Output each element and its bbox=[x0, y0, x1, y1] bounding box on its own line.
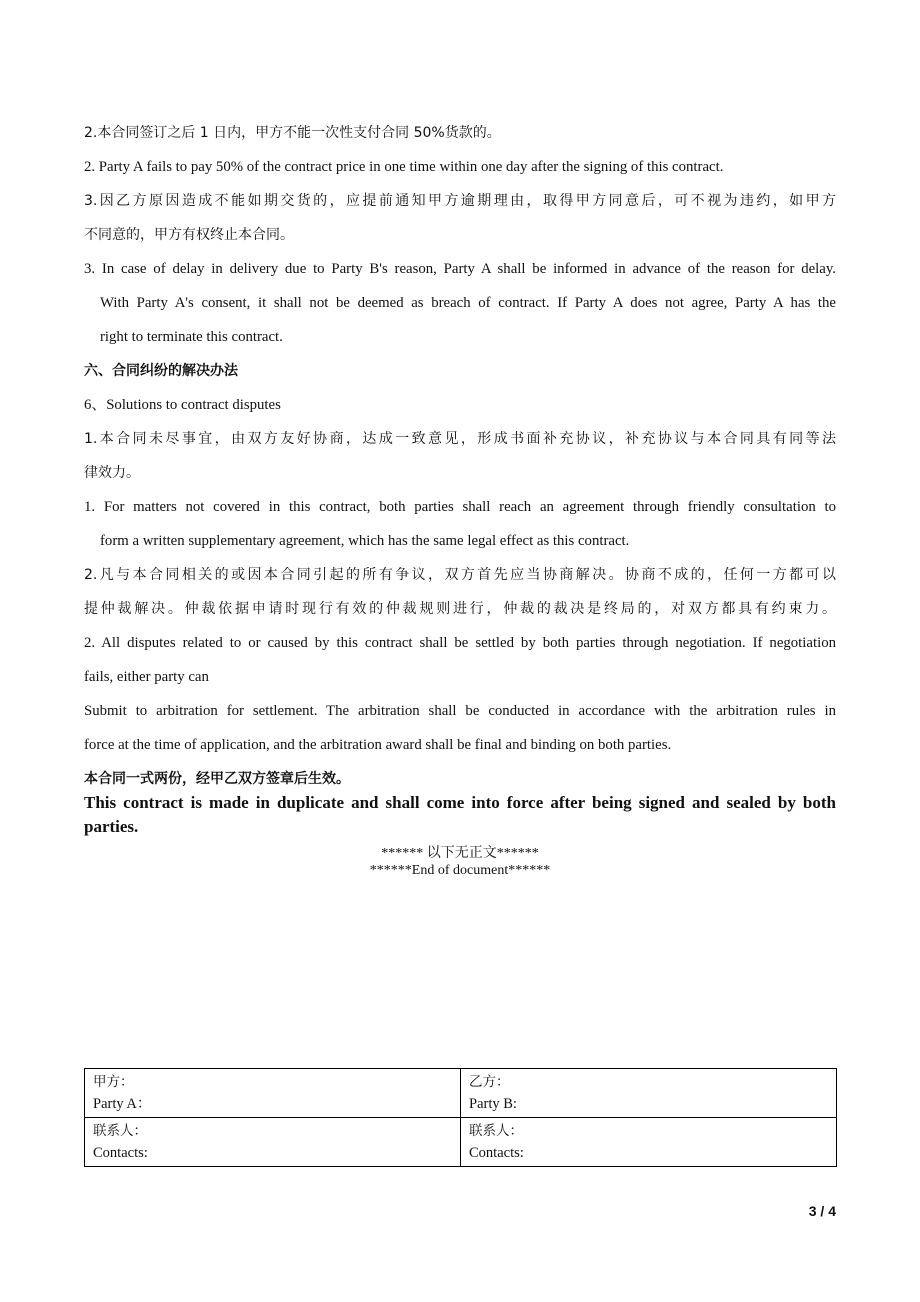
end-marker-english: ******End of document****** bbox=[369, 863, 551, 878]
section-6-p1-chinese-line-1: 1.本合同未尽事宜，由双方友好协商，达成一致意见，形成书面补充协议，补充协议与本合同具有同等法 bbox=[84, 431, 836, 447]
party-a-label-chinese: 甲方： bbox=[93, 1074, 134, 1090]
section-6-p1-english-line-1: 1. For matters not covered in this contract, both parties shall reach an agreement through friendly consultation to bbox=[84, 499, 836, 515]
section-6-p2-english-line-3: Submit to arbitration for settlement. The arbitration shall be conducted in accordance with the arbitration rules in bbox=[84, 703, 836, 719]
clause-3-english-line-1: 3. In case of delay in delivery due to Party B's reason, Party A shall be informed in advance of the reason for delay. bbox=[84, 261, 836, 277]
signature-table bbox=[84, 1068, 837, 1167]
contacts-b-cell bbox=[461, 1118, 837, 1167]
section-6-p2-english-line-4: force at the time of application, and the arbitration award shall be final and binding on both parties. bbox=[84, 737, 672, 753]
signature-row-contacts bbox=[85, 1118, 837, 1167]
closing-chinese: 本合同一式两份，经甲乙双方签章后生效。 bbox=[84, 771, 350, 787]
clause-2-chinese: 2.本合同签订之后 1 日内，甲方不能一次性支付合同 50%货款的。 bbox=[84, 125, 501, 141]
contacts-a-cell bbox=[85, 1118, 461, 1167]
clause-3-chinese-line-1: 3.因乙方原因造成不能如期交货的，应提前通知甲方逾期理由，取得甲方同意后，可不视为违约，如甲方 bbox=[84, 193, 836, 209]
party-b-cell bbox=[461, 1069, 837, 1118]
clause-3-english-line-3: right to terminate this contract. bbox=[100, 329, 283, 345]
clause-2-english: 2. Party A fails to pay 50% of the contract price in one time within one day after the signing of this contract. bbox=[84, 159, 724, 175]
clause-3-english-line-2: With Party A's consent, it shall not be deemed as breach of contract. If Party A does not agree, Party A has the bbox=[100, 295, 836, 311]
section-6-p2-chinese-line-2: 提仲裁解决。仲裁依据申请时现行有效的仲裁规则进行，仲裁的裁决是终局的，对双方都具有约束力。 bbox=[84, 601, 836, 617]
party-a-cell bbox=[85, 1069, 461, 1118]
contacts-a-label-chinese: 联系人： bbox=[93, 1123, 147, 1139]
section-6-heading-chinese: 六、合同纠纷的解决办法 bbox=[84, 363, 238, 379]
end-marker-chinese: ****** 以下无正文****** bbox=[381, 846, 539, 861]
contacts-b-label-english: Contacts: bbox=[469, 1145, 524, 1161]
clause-3-chinese-line-2: 不同意的，甲方有权终止本合同。 bbox=[84, 227, 294, 243]
section-6-heading-english: 6、Solutions to contract disputes bbox=[84, 397, 281, 413]
contacts-b-label-chinese: 联系人： bbox=[469, 1123, 523, 1139]
party-a-label-english: Party A： bbox=[93, 1096, 152, 1112]
closing-english: This contract is made in duplicate and shall come into force after being signed and sealed by both parties. bbox=[84, 793, 836, 836]
section-6-p2-english-line-1: 2. All disputes related to or caused by this contract shall be settled by both parties through negotiation. If negotiation bbox=[84, 635, 836, 651]
signature-row-party bbox=[85, 1069, 837, 1118]
party-b-label-chinese: 乙方： bbox=[469, 1074, 510, 1090]
contacts-a-label-english: Contacts: bbox=[93, 1145, 148, 1161]
section-6-p2-english-line-2: fails, either party can bbox=[84, 669, 209, 685]
section-6-p1-english-line-2: form a written supplementary agreement, which has the same legal effect as this contract. bbox=[100, 533, 630, 549]
party-b-label-english: Party B: bbox=[469, 1096, 517, 1112]
section-6-p1-chinese-line-2: 律效力。 bbox=[84, 465, 140, 481]
section-6-p2-chinese-line-1: 2.凡与本合同相关的或因本合同引起的所有争议，双方首先应当协商解决。协商不成的，任何一方都可以 bbox=[84, 567, 836, 583]
page-number: 3 / 4 bbox=[808, 1203, 836, 1219]
